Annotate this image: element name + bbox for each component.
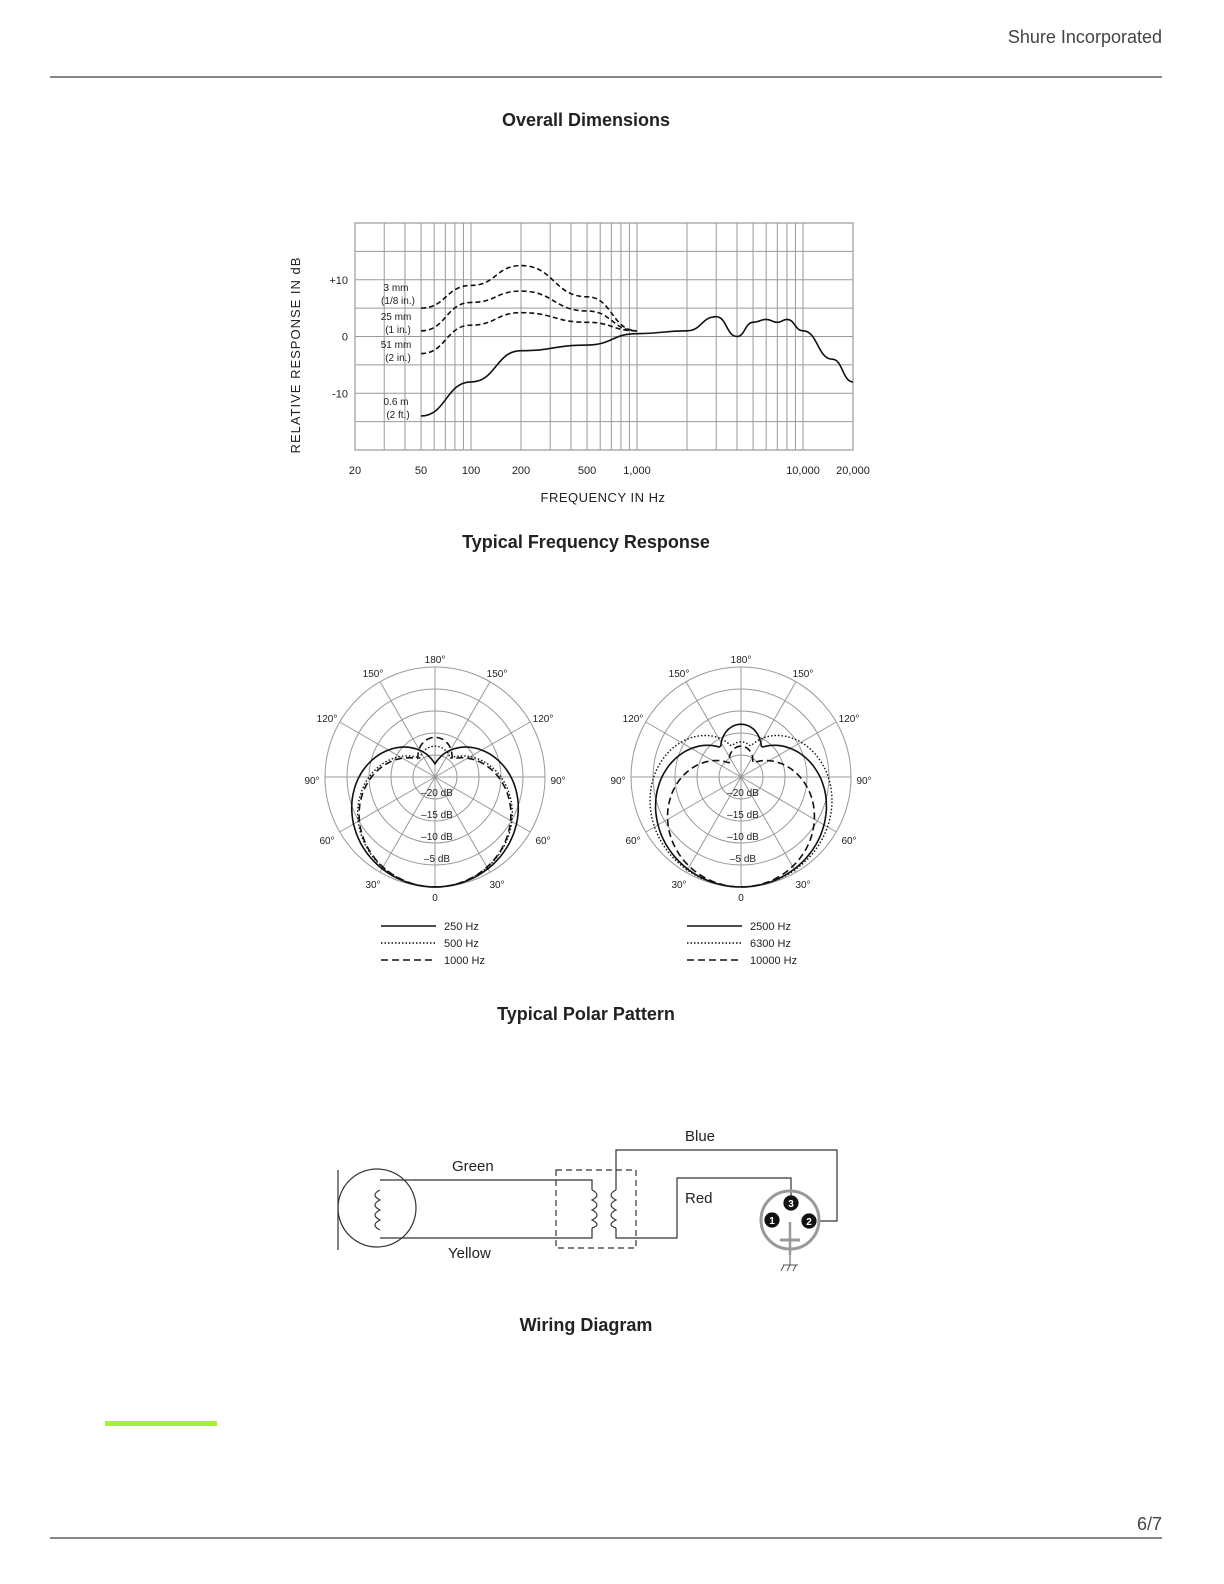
- caption-frequency-response: Typical Frequency Response: [462, 532, 710, 552]
- x-tick-label: 1,000: [623, 465, 651, 477]
- polar-angle-label: 90°: [304, 776, 320, 787]
- x-tick-label: 500: [577, 465, 597, 477]
- polar-angle-label: 120°: [622, 714, 644, 725]
- polar-ring-label: –10 dB: [421, 832, 453, 843]
- label-red: Red: [685, 1190, 713, 1207]
- xlr-pin-3: [784, 1196, 798, 1210]
- polar-ring-label: –5 dB: [423, 854, 451, 865]
- polar-ring-label: –15 dB: [727, 810, 759, 821]
- polar-ring-label: –20 dB: [727, 788, 759, 799]
- cartridge-coil: [375, 1190, 380, 1230]
- legend-label: 500 Hz: [444, 938, 479, 950]
- polar-angle-label: 60°: [625, 836, 641, 847]
- transformer-secondary-coil: [611, 1190, 616, 1228]
- polar-angle-label: 30°: [489, 880, 505, 891]
- y-tick-label: 0: [341, 331, 348, 344]
- legend-label: 2500 Hz: [750, 921, 791, 933]
- response-curve-1: [421, 266, 637, 331]
- label-yellow: Yellow: [448, 1245, 491, 1262]
- polar-angle-label: 0: [432, 893, 438, 904]
- polar-angle-label: 60°: [841, 836, 857, 847]
- response-curve-3: [421, 313, 637, 354]
- series-label: 3 mm: [383, 283, 409, 294]
- polar-angle-label: 150°: [668, 669, 690, 680]
- legend-label: 10000 Hz: [750, 955, 798, 967]
- series-label-sub: (2 in.): [385, 353, 411, 364]
- pin-3-label: 3: [788, 1199, 794, 1210]
- x-axis-label: FREQUENCY IN Hz: [540, 490, 666, 505]
- caption-wiring-diagram: Wiring Diagram: [519, 1315, 653, 1335]
- polar-spoke: [340, 722, 435, 777]
- y-tick-label: -10: [332, 388, 348, 401]
- company-name: Shure Incorporated: [1007, 27, 1162, 47]
- polar-spoke: [646, 777, 741, 832]
- series-label: 0.6 m: [383, 397, 409, 408]
- polar-angle-label: 150°: [792, 669, 814, 680]
- legend-label: 250 Hz: [444, 921, 479, 933]
- polar-angle-label: 180°: [424, 655, 446, 666]
- polar-angle-label: 30°: [671, 880, 687, 891]
- polar-angle-label: 150°: [486, 669, 508, 680]
- accent-bar: [105, 1421, 217, 1426]
- wire-blue: [616, 1150, 837, 1221]
- series-label-sub: (2 ft.): [386, 410, 410, 421]
- footer-rule: [50, 1537, 1162, 1539]
- polar-spoke: [435, 722, 530, 777]
- polar-ring-label: –10 dB: [727, 832, 759, 843]
- wire-yellow: [380, 1228, 592, 1238]
- series-label: 25 mm: [380, 312, 412, 323]
- caption-overall-dimensions: Overall Dimensions: [501, 110, 671, 130]
- polar-angle-label: 60°: [535, 836, 551, 847]
- pin-1-label: 1: [769, 1216, 775, 1227]
- polar-ring-label: –15 dB: [421, 810, 453, 821]
- polar-ring-label: –5 dB: [729, 854, 757, 865]
- x-tick-label: 20: [348, 465, 362, 477]
- polar-angle-label: 150°: [362, 669, 384, 680]
- series-label-sub: (1 in.): [385, 325, 411, 336]
- polar-angle-label: 90°: [610, 776, 626, 787]
- label-green: Green: [452, 1158, 494, 1175]
- polar-angle-label: 180°: [730, 655, 752, 666]
- header-rule: [50, 76, 1162, 78]
- transformer-primary-coil: [592, 1190, 597, 1228]
- polar-angle-label: 30°: [795, 880, 811, 891]
- xlr-pin-1: [765, 1213, 779, 1227]
- x-tick-label: 10,000: [786, 465, 820, 477]
- frequency-response-chart: [280, 210, 900, 520]
- legend-label: 1000 Hz: [444, 955, 485, 967]
- polar-angle-label: 0: [738, 893, 744, 904]
- page-number: 6/7: [1136, 1514, 1162, 1534]
- polar-angle-label: 60°: [319, 836, 335, 847]
- series-label-sub: (1/8 in.): [381, 296, 415, 307]
- polar-spoke: [741, 682, 796, 777]
- series-label: 51 mm: [380, 340, 412, 351]
- polar-angle-label: 30°: [365, 880, 381, 891]
- xlr-pin-2: [802, 1214, 816, 1228]
- caption-polar-pattern: Typical Polar Pattern: [497, 1004, 675, 1024]
- x-tick-label: 50: [414, 465, 428, 477]
- polar-angle-label: 90°: [550, 776, 566, 787]
- pin-2-label: 2: [806, 1217, 812, 1228]
- polar-angle-label: 90°: [856, 776, 872, 787]
- wiring-diagram: [330, 1120, 850, 1285]
- polar-pattern-chart-low: [290, 645, 580, 980]
- polar-angle-label: 120°: [316, 714, 338, 725]
- wire-green: [380, 1180, 592, 1190]
- x-tick-label: 200: [511, 465, 531, 477]
- transformer-shield: [556, 1170, 636, 1248]
- x-tick-label: 100: [461, 465, 481, 477]
- polar-ring-label: –20 dB: [421, 788, 453, 799]
- label-blue: Blue: [685, 1128, 716, 1145]
- ground-icon: [781, 1255, 798, 1271]
- y-tick-label: +10: [329, 274, 348, 287]
- polar-spoke: [741, 777, 836, 832]
- x-tick-label: 20,000: [836, 465, 870, 477]
- polar-spoke: [686, 682, 741, 777]
- polar-pattern-chart-high: [596, 645, 886, 980]
- legend-label: 6300 Hz: [750, 938, 791, 950]
- polar-angle-label: 120°: [532, 714, 554, 725]
- y-axis-label: RELATIVE RESPONSE IN dB: [288, 256, 303, 454]
- polar-angle-label: 120°: [838, 714, 860, 725]
